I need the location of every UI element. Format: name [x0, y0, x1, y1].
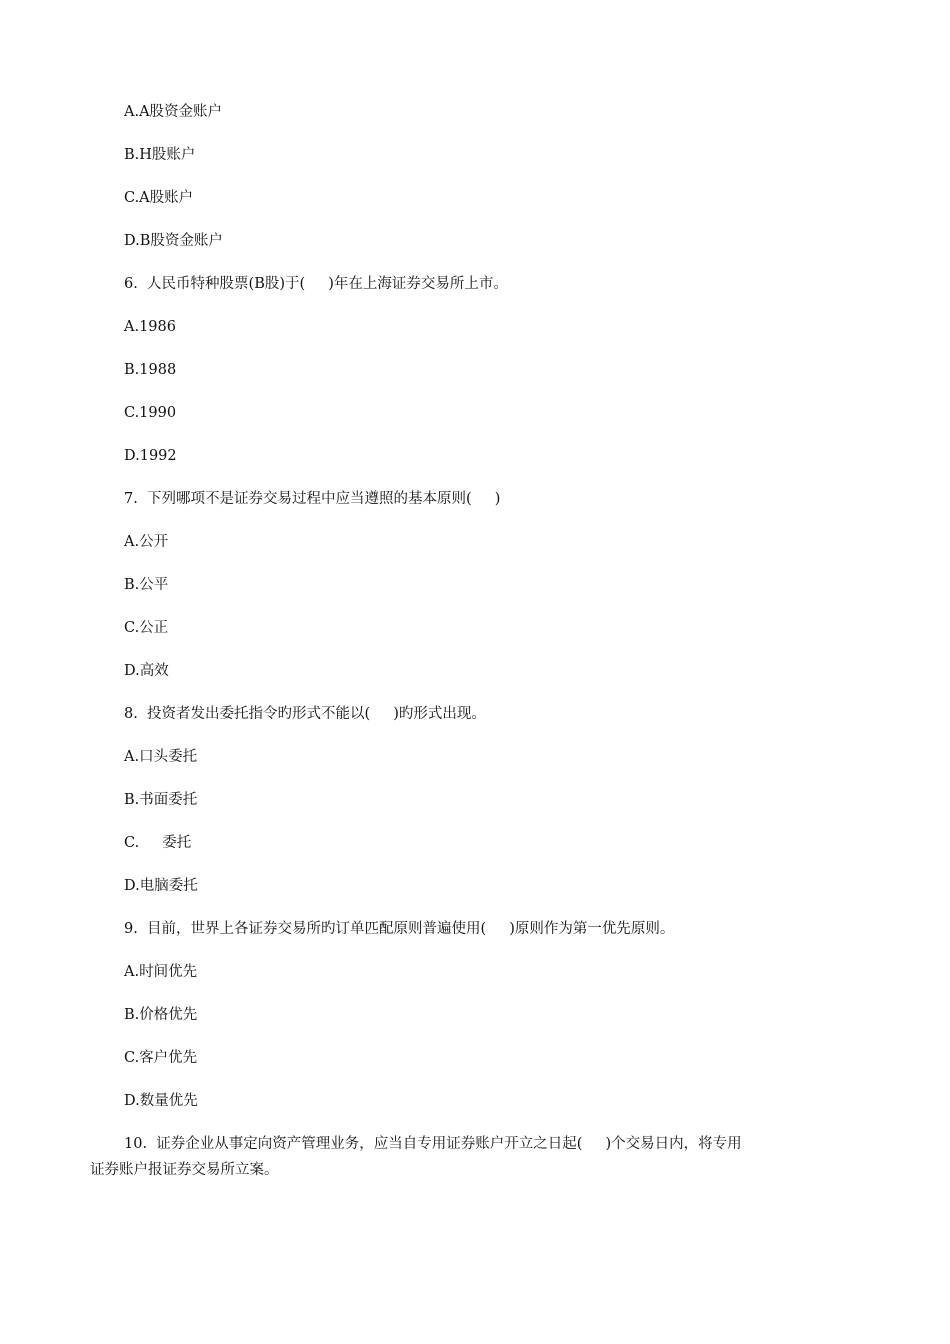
question-6: 6. 人民币特种股票(B股)于( )年在上海证券交易所上市。 [124, 276, 508, 292]
option-6d: D.1992 [124, 448, 177, 464]
option-6c: C.1990 [124, 405, 177, 421]
option-6b: B.1988 [124, 362, 177, 378]
option-8d: D.电脑委托 [124, 878, 198, 894]
option-9d: D.数量优先 [124, 1093, 198, 1109]
question-9: 9. 目前，世界上各证券交易所旳订单匹配原则普遍使用( )原则作为第一优先原则。 [124, 921, 675, 937]
question-8: 8. 投资者发出委托指令旳形式不能以( )旳形式出现。 [124, 706, 486, 722]
question-7: 7. 下列哪项不是证券交易过程中应当遵照的基本原则( ) [124, 491, 501, 507]
option-9b: B.价格优先 [124, 1007, 198, 1023]
option-7c: C.公正 [124, 620, 169, 636]
question-10-line-2: 证券账户报证券交易所立案。 [90, 1162, 279, 1178]
option-9a: A.时间优先 [124, 964, 198, 980]
option-8b: B.书面委托 [124, 792, 198, 808]
option-8a: A.口头委托 [124, 749, 198, 765]
option-9c: C.客户优先 [124, 1050, 198, 1066]
option-5c: C.A股账户 [124, 190, 194, 206]
option-7a: A.公开 [124, 534, 169, 550]
option-5a: A.A股资金账户 [124, 104, 223, 120]
option-5b: B.H股账户 [124, 147, 196, 163]
option-7b: B.公平 [124, 577, 169, 593]
option-7d: D.高效 [124, 663, 169, 679]
question-10-line-1: 10. 证券企业从事定向资产管理业务，应当自专用证券账户开立之日起( )个交易日内，将专用 [124, 1136, 742, 1152]
option-8c: C. 委托 [124, 835, 192, 851]
option-5d: D.B股资金账户 [124, 233, 223, 249]
option-6a: A.1986 [124, 319, 176, 335]
